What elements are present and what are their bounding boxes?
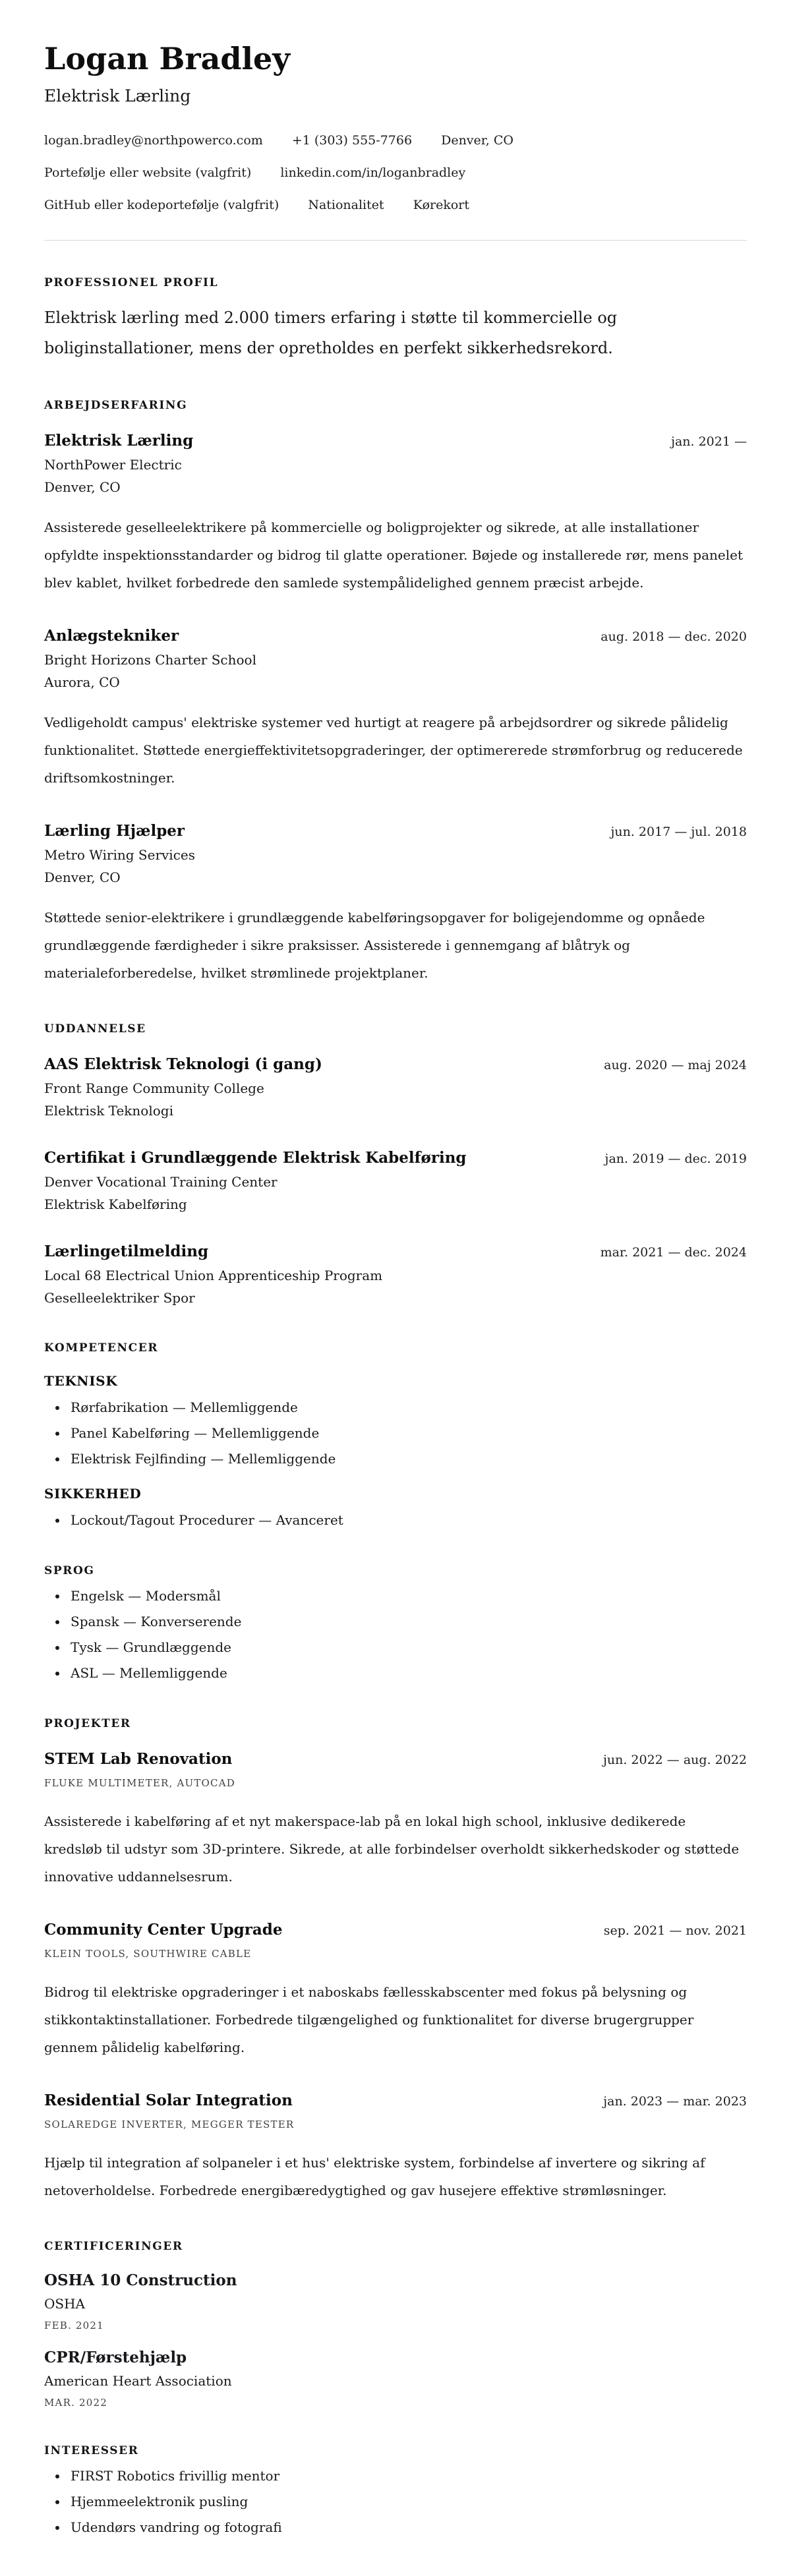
project-title: Residential Solar Integration <box>44 2091 293 2109</box>
job-title: Anlægstekniker <box>44 626 179 645</box>
skill-group-technical: TEKNISK <box>44 1372 118 1389</box>
education-dates: mar. 2021 — dec. 2024 <box>600 1244 747 1260</box>
interests-heading: INTERESSER <box>44 2444 139 2457</box>
skill-group-safety: SIKKERHED <box>44 1485 142 1502</box>
job-title: Lærling Hjælper <box>44 821 185 840</box>
language-list <box>44 1588 747 1682</box>
section-projects <box>44 1717 747 2204</box>
certification-date: MAR. 2022 <box>44 2396 107 2409</box>
contact-email: logan.bradley@northpowerco.com <box>44 132 263 148</box>
job-location: Aurora, CO <box>44 674 120 690</box>
education-institution: Front Range Community College <box>44 1080 264 1096</box>
project-tools: KLEIN TOOLS, SOUTHWIRE CABLE <box>44 1947 252 1960</box>
certifications-heading: CERTIFICERINGER <box>44 2239 183 2253</box>
certification-title: OSHA 10 Construction <box>44 2271 237 2289</box>
education-dates: jan. 2019 — dec. 2019 <box>604 1151 747 1166</box>
job-company: Metro Wiring Services <box>44 846 196 863</box>
contact-website-placeholder: Portefølje eller website (valgfrit) <box>44 165 252 180</box>
project-dates: jun. 2022 — aug. 2022 <box>602 1752 747 1767</box>
project-entry <box>44 1750 747 1890</box>
contact-nationality-placeholder: Nationalitet <box>308 197 384 212</box>
skills-heading: KOMPETENCER <box>44 1341 159 1355</box>
skill-list-technical <box>44 1399 747 1467</box>
contact-row-2 <box>44 165 747 180</box>
header-divider <box>44 240 747 241</box>
candidate-name: Logan Bradley <box>44 41 291 76</box>
project-description: Hjælp til integration af solpaneler i et hus' elektriske system, forbindelse af invertere og sikring af netoverholdelse. Forbedrede energibæredygtighed og gav husejere effektive strømløsninger. <box>44 2154 705 2198</box>
education-degree: AAS Elektrisk Teknologi (i gang) <box>44 1055 322 1073</box>
job-description: Støttede senior-elektrikere i grundlæggende kabelføringsopgaver for boligejendomme og opnåede grundlæggende færdigheder i sikre praksisser. Assisterede i gennemgang af blåtryk og materialeforberedelse, hvilket strømlinede projektplaner. <box>44 909 705 981</box>
entry-head <box>44 1055 747 1073</box>
resume-header <box>44 42 747 212</box>
certification-issuer: American Heart Association <box>44 2372 232 2389</box>
language-item: • Engelsk — Modersmål <box>68 1588 747 1604</box>
job-description: Assisterede geselleelektrikere på kommercielle og boligprojekter og sikrede, at alle installationer opfyldte inspektionsstandarder og bidrog til glatte operationer. Bøjede og installerede rør, mens panelet blev kablet, hvilket forbedrede den samlede systempålidelighed gennem præcist arbejde. <box>44 519 744 591</box>
section-experience <box>44 399 747 987</box>
section-languages <box>44 1564 747 1682</box>
interest-item: • Udendørs vandring og fotografi <box>68 2519 747 2536</box>
interest-item: • Hjemmeelektronik pusling <box>68 2494 747 2510</box>
education-institution: Local 68 Electrical Union Apprenticeship Program <box>44 1267 383 1283</box>
job-location: Denver, CO <box>44 869 121 885</box>
education-degree: Certifikat i Grundlæggende Elektrisk Kabelføring <box>44 1148 467 1167</box>
project-title: STEM Lab Renovation <box>44 1749 233 1768</box>
project-tools: FLUKE MULTIMETER, AUTOCAD <box>44 1776 235 1789</box>
interest-list <box>44 2468 747 2536</box>
profile-summary: Elektrisk lærling med 2.000 timers erfaring i støtte til kommercielle og boliginstallationer, mens der opretholdes en perfekt sikkerhedsrekord. <box>44 308 618 357</box>
project-entry <box>44 1921 747 2061</box>
project-tools: SOLAREDGE INVERTER, MEGGER TESTER <box>44 2118 295 2130</box>
education-field: Elektrisk Kabelføring <box>44 1196 187 1212</box>
job-dates: jan. 2021 — <box>671 434 747 449</box>
experience-entry <box>44 432 747 597</box>
language-item: • Spansk — Konverserende <box>68 1614 747 1630</box>
certification-date: FEB. 2021 <box>44 2319 104 2331</box>
project-entry <box>44 2092 747 2204</box>
candidate-job-title: Elektrisk Lærling <box>44 86 191 105</box>
education-field: Elektrisk Teknologi <box>44 1102 173 1119</box>
project-dates: sep. 2021 — nov. 2021 <box>603 1923 747 1938</box>
education-entry <box>44 1149 747 1212</box>
experience-entry <box>44 822 747 987</box>
entry-head <box>44 1243 747 1260</box>
section-skills <box>44 1341 747 1529</box>
project-description: Bidrog til elektriske opgraderinger i et naboskabs fællesskabscenter med fokus på belysning og stikkontaktinstallationer. Forbedrede tilgængelighed og funktionalitet for diverse brugergrupper gennem pålidelig kabelføring. <box>44 1983 694 2055</box>
entry-head <box>44 1750 747 1768</box>
project-title: Community Center Upgrade <box>44 1920 283 1939</box>
skill-item: • Rørfabrikation — Mellemliggende <box>68 1399 747 1416</box>
contact-row-3 <box>44 198 747 212</box>
certification-issuer: OSHA <box>44 2295 85 2312</box>
skill-item: • Lockout/Tagout Procedurer — Avanceret <box>68 1512 747 1529</box>
education-field: Geselleelektriker Spor <box>44 1289 195 1306</box>
language-item: • ASL — Mellemliggende <box>68 1665 747 1682</box>
education-degree: Lærlingetilmelding <box>44 1242 209 1260</box>
job-dates: aug. 2018 — dec. 2020 <box>601 629 747 644</box>
job-location: Denver, CO <box>44 479 121 495</box>
job-description: Vedligeholdt campus' elektriske systemer ved hurtigt at reagere på arbejdsordrer og sikrede pålidelig funktionalitet. Støttede energieffektivitetsopgraderinger, der optimererede strømforbrug og reducerede driftsomkostninger. <box>44 714 743 786</box>
entry-head <box>44 1921 747 1939</box>
language-item: • Tysk — Grundlæggende <box>68 1639 747 1656</box>
skill-item: • Panel Kabelføring — Mellemliggende <box>68 1425 747 1442</box>
job-company: Bright Horizons Charter School <box>44 651 256 668</box>
contact-phone: +1 (303) 555-7766 <box>291 132 413 148</box>
job-company: NorthPower Electric <box>44 456 182 473</box>
experience-heading: ARBEJDSERFARING <box>44 398 188 412</box>
education-dates: aug. 2020 — maj 2024 <box>604 1057 747 1072</box>
projects-heading: PROJEKTER <box>44 1716 131 1730</box>
education-entry <box>44 1243 747 1306</box>
contact-linkedin: linkedin.com/in/loganbradley <box>280 165 466 180</box>
section-education <box>44 1022 747 1306</box>
certification-entry <box>44 2349 747 2409</box>
education-entry <box>44 1055 747 1119</box>
contact-github-placeholder: GitHub eller kodeportefølje (valgfrit) <box>44 197 279 212</box>
section-interests <box>44 2444 747 2536</box>
contact-license-placeholder: Kørekort <box>413 197 469 212</box>
project-description: Assisterede i kabelføring af et nyt makerspace-lab på en lokal high school, inklusive dedikerede kredsløb til udstyr som 3D-printere. Sikrede, at alle forbindelser overholdt sikkerhedskoder og støttede innovative uddannelsesrum. <box>44 1813 740 1885</box>
education-institution: Denver Vocational Training Center <box>44 1173 278 1190</box>
skill-item: • Elektrisk Fejlfinding — Mellemliggende <box>68 1451 747 1467</box>
languages-heading: SPROG <box>44 1564 95 1577</box>
contact-location: Denver, CO <box>441 132 513 148</box>
skill-list-safety <box>44 1512 747 1529</box>
job-title: Elektrisk Lærling <box>44 431 194 450</box>
section-profile <box>44 276 747 363</box>
certification-title: CPR/Førstehjælp <box>44 2348 187 2366</box>
entry-head <box>44 2092 747 2109</box>
education-heading: UDDANNELSE <box>44 1022 146 1036</box>
entry-head <box>44 1149 747 1167</box>
certification-entry <box>44 2271 747 2331</box>
section-certifications <box>44 2240 747 2409</box>
job-dates: jun. 2017 — jul. 2018 <box>610 824 747 839</box>
interest-item: • FIRST Robotics frivillig mentor <box>68 2468 747 2484</box>
profile-heading: PROFESSIONEL PROFIL <box>44 276 219 289</box>
contact-row-1 <box>44 133 747 148</box>
entry-head <box>44 627 747 645</box>
experience-entry <box>44 627 747 792</box>
entry-head <box>44 432 747 450</box>
entry-head <box>44 822 747 840</box>
project-dates: jan. 2023 — mar. 2023 <box>603 2093 747 2109</box>
